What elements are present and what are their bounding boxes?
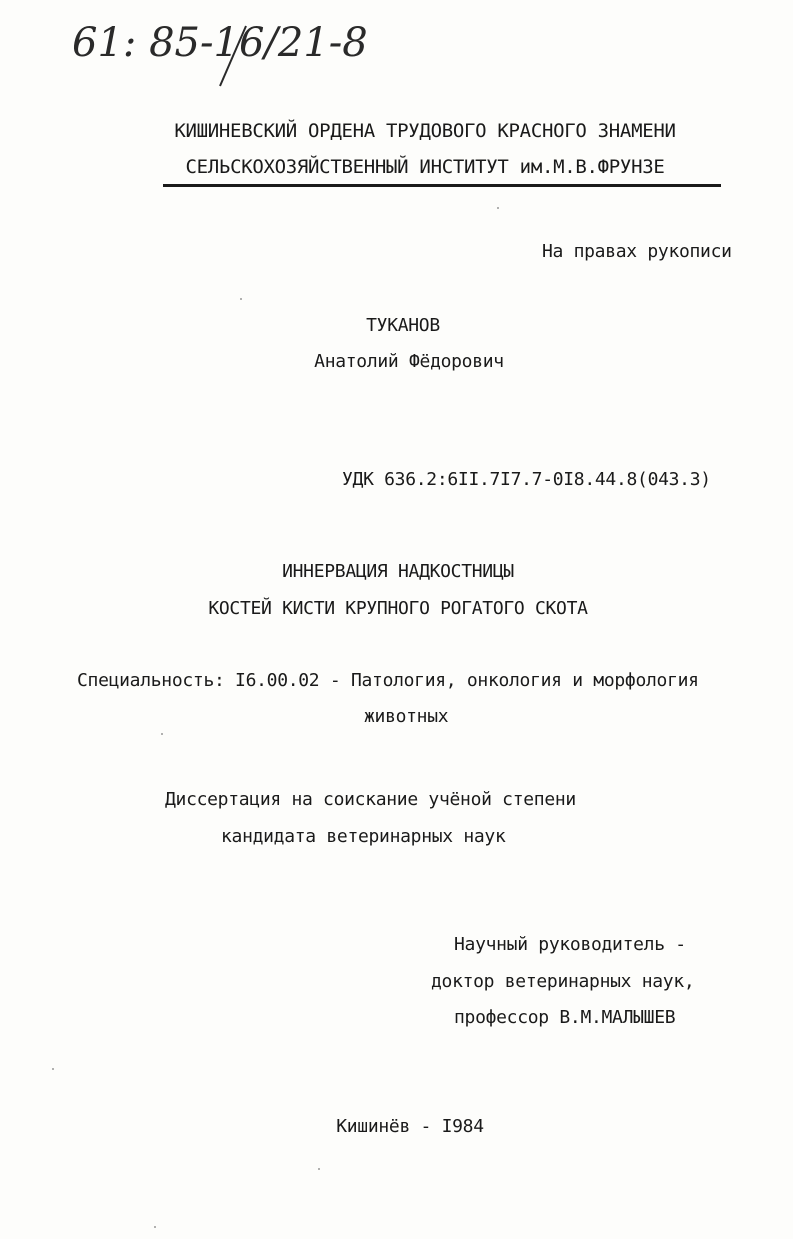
supervisor-line-1: Научный руководитель - (454, 934, 686, 955)
speciality-line-1: Специальность: I6.00.02 - Патология, онкология и морфология (77, 670, 699, 691)
speciality-line-2: животных (364, 706, 449, 727)
udc-code: УДК 636.2:6II.7I7.7-0I8.44.8(043.3) (342, 469, 711, 490)
title-line-1: ИННЕРВАЦИЯ НАДКОСТНИЦЫ (282, 561, 514, 582)
dissertation-line-2: кандидата ветеринарных наук (221, 826, 506, 847)
title-line-2: КОСТЕЙ КИСТИ КРУПНОГО РОГАТОГО СКОТА (208, 598, 588, 619)
header-divider (163, 184, 721, 187)
supervisor-line-2: доктор ветеринарных наук, (431, 971, 695, 992)
scan-speck (318, 1168, 320, 1170)
scan-speck (52, 1068, 54, 1070)
author-surname: ТУКАНОВ (366, 315, 440, 336)
handwritten-archive-mark (70, 8, 368, 88)
handwritten-mark-text: 61: 85-16/21-8 (72, 20, 368, 66)
scan-speck (497, 207, 499, 209)
supervisor-line-3: профессор В.М.МАЛЫШЕВ (454, 1007, 676, 1028)
dissertation-line-1: Диссертация на соискание учёной степени (165, 789, 576, 810)
scan-speck (154, 1226, 156, 1228)
place-year: Кишинёв - I984 (336, 1116, 484, 1137)
rights-note: На правах рукописи (542, 241, 732, 262)
scan-speck (161, 733, 163, 735)
institute-line-2: СЕЛЬСКОХОЗЯЙСТВЕННЫЙ ИНСТИТУТ им.М.В.ФРУНЗЕ (185, 156, 665, 178)
institute-line-1: КИШИНЕВСКИЙ ОРДЕНА ТРУДОВОГО КРАСНОГО ЗНАМЕНИ (174, 120, 676, 142)
author-given-names: Анатолий Фёдорович (314, 351, 504, 372)
scan-speck (240, 298, 242, 300)
